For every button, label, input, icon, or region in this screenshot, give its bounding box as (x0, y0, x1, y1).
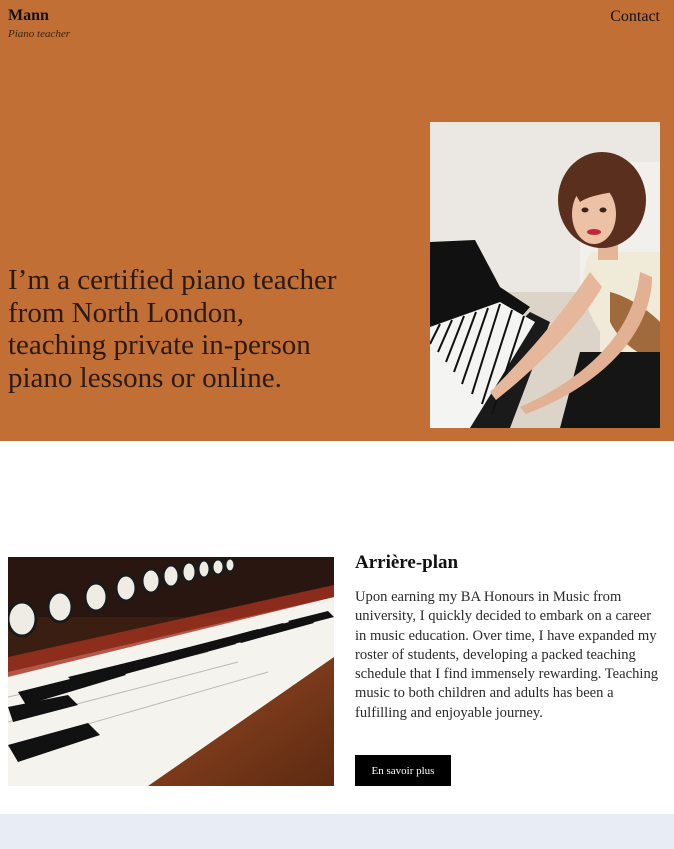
brand[interactable] (8, 7, 70, 42)
teacher-photo (430, 122, 660, 428)
learn-more-button[interactable]: En savoir plus (355, 755, 451, 786)
contact-link[interactable]: Contact (610, 8, 660, 25)
section-title: Arrière-plan (355, 552, 459, 573)
piano-keys-image (8, 557, 334, 786)
piano-keys-photo (8, 557, 334, 786)
section-body: Upon earning my BA Honours in Music from university, I quickly decided to embark on a career in music education. Over time, I have expanded my roster of students, developing a packed teaching schedule that I find immensely rewarding. Teaching music to both children and adults has been a fulfilling and enjoyable journey. (355, 589, 659, 721)
brand-tagline: Piano teacher (8, 28, 71, 40)
background-section (0, 441, 674, 814)
teacher-at-piano-image (430, 122, 660, 428)
hero-headline: I’m a certified piano teacher from North London, teaching private in-person piano lessons or online. (8, 264, 337, 394)
brand-name[interactable]: Mann (8, 7, 49, 24)
next-section-band (0, 814, 674, 849)
